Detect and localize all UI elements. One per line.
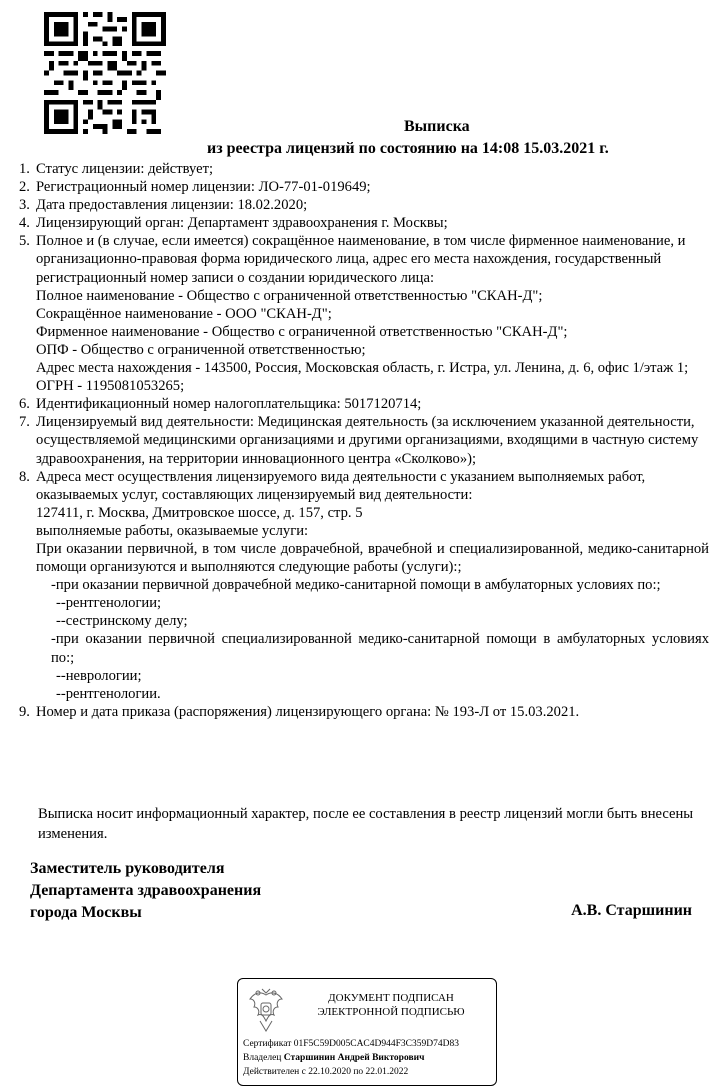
owner-value: Старшинин Андрей Викторович <box>283 1053 425 1063</box>
works-group-1: -при оказании первичной доврачебной медико-санитарной помощи в амбулаторных условиях по:; <box>51 577 661 594</box>
item-number: 5. <box>19 233 30 250</box>
activity-address: 127411, г. Москва, Дмитровское шоссе, д. 157, стр. 5 <box>36 504 363 521</box>
item-number: 3. <box>19 197 30 214</box>
item-number: 9. <box>19 703 30 720</box>
short-name: Сокращённое наименование - ООО "СКАН-Д"; <box>36 305 332 322</box>
item-number: 6. <box>19 396 30 413</box>
item-text: Номер и дата приказа (распоряжения) лицензирующего органа: № 193-Л от 15.03.2021. <box>36 703 580 720</box>
item-text: Регистрационный номер лицензии: ЛО-77-01-019649; <box>36 179 371 196</box>
item-text: Лицензируемый вид деятельности: Медицинская деятельность (за исключением указанной деятельности, осуществляемой медицинскими организациями и другими организациями, входящими в частную систему здравоохранения, на территории инновационного центра «Сколково»); <box>36 414 699 467</box>
position-line: города Москвы <box>30 904 142 921</box>
list-item <box>19 214 709 232</box>
certificate-line <box>243 1037 459 1051</box>
list-item <box>19 178 709 196</box>
signatory-position <box>30 858 261 924</box>
validity-line: Действителен с 22.10.2020 по 22.01.2022 <box>243 1067 409 1077</box>
item-number: 8. <box>19 468 30 485</box>
position-line: Заместитель руководителя <box>30 860 225 877</box>
list-item <box>19 160 709 178</box>
stamp-title-line: ДОКУМЕНТ ПОДПИСАН <box>328 992 454 1004</box>
works-intro: При оказании первичной, в том числе доврачебной, врачебной и специализированной, медико-санитарной помощи организуются и выполняются следующие работы (услуги):; <box>36 540 709 576</box>
owner-line <box>243 1051 459 1065</box>
list-item <box>19 468 709 703</box>
item-number: 7. <box>19 414 30 431</box>
disclaimer-note: Выписка носит информационный характер, после ее составления в реестр лицензий могли быть внесены изменения. <box>38 806 694 842</box>
legal-address: Адрес места нахождения - 143500, Россия, Московская область, г. Истра, ул. Ленина, д. 6, офис 1/этаж 1; <box>36 360 689 377</box>
works-label: выполняемые работы, оказываемые услуги: <box>36 522 309 539</box>
coat-of-arms-icon <box>246 987 286 1035</box>
item-text: Идентификационный номер налогоплательщика: 5017120714; <box>36 396 422 413</box>
stamp-title-line: ЭЛЕКТРОННОЙ ПОДПИСЬЮ <box>317 1006 465 1018</box>
works-group-2: -при оказании первичной специализированной медико-санитарной помощи в амбулаторных условиях по:; <box>51 631 709 666</box>
list-item <box>19 413 709 467</box>
stamp-title <box>296 991 486 1019</box>
item-number: 4. <box>19 215 30 232</box>
item-text: Дата предоставления лицензии: 18.02.2020; <box>36 197 308 214</box>
item-text: Полное и (в случае, если имеется) сокращённое наименование, в том числе фирменное наименование, и организационно-правовая форма юридического лица, адрес его места нахождения, государственный регистрационный номер записи о создании юридического лица: <box>36 233 686 286</box>
opf: ОПФ - Общество с ограниченной ответственностью; <box>36 341 366 358</box>
works-group-2-item: --рентгенологии. <box>56 685 161 702</box>
owner-label: Владелец <box>243 1053 282 1063</box>
list-item <box>19 232 709 395</box>
stamp-details <box>243 1037 459 1079</box>
item-text: Статус лицензии: действует; <box>36 161 214 177</box>
item-text: Лицензирующий орган: Департамент здравоохранения г. Москвы; <box>36 215 448 232</box>
list-item <box>19 196 709 214</box>
item-number: 2. <box>19 179 30 196</box>
item-text: Адреса мест осуществления лицензируемого вида деятельности с указанием выполняемых работ, оказываемых услуг, составляющих лицензируемый вид деятельности: <box>36 468 646 503</box>
works-group-1-item: --сестринскому делу; <box>56 613 188 630</box>
position-line: Департамента здравоохранения <box>30 882 262 899</box>
document-subtitle: из реестра лицензий по состоянию на 14:08 15.03.2021 г. <box>207 140 609 157</box>
license-details-list <box>19 160 709 721</box>
electronic-signature-stamp <box>237 978 497 1086</box>
qr-code <box>44 12 166 134</box>
works-group-2-item: --неврологии; <box>56 667 142 684</box>
certificate-value: 01F5C59D005CAC4D944F3C359D74D83 <box>293 1039 459 1049</box>
list-item <box>19 703 709 721</box>
full-name: Полное наименование - Общество с ограниченной ответственностью "СКАН-Д"; <box>36 287 543 304</box>
ogrn: ОГРН - 1195081053265; <box>36 378 185 395</box>
works-group-1-item: --рентгенологии; <box>56 595 162 612</box>
list-item <box>19 395 709 413</box>
item-number: 1. <box>19 161 30 177</box>
signatory-name: А.В. Старшинин <box>571 902 692 919</box>
document-title: Выписка <box>404 118 470 135</box>
brand-name: Фирменное наименование - Общество с ограниченной ответственностью "СКАН-Д"; <box>36 323 568 340</box>
certificate-label: Сертификат <box>243 1039 292 1049</box>
